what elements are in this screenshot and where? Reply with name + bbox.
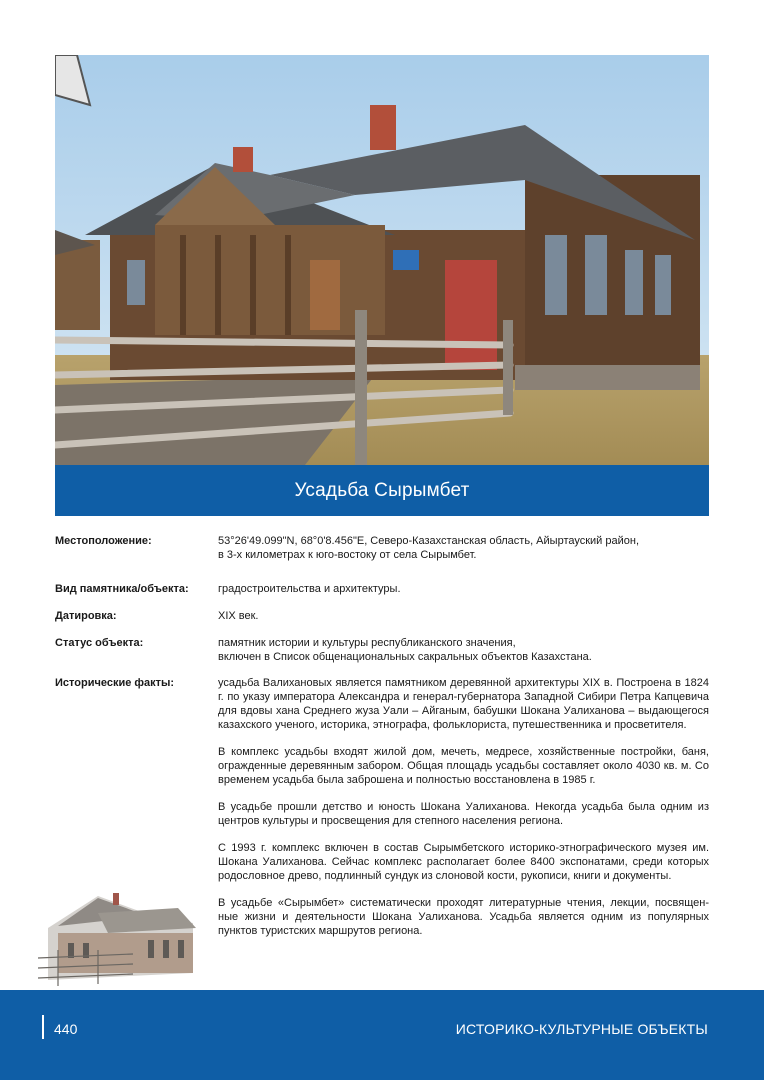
facts-text xyxy=(218,676,709,938)
info-row-date xyxy=(55,609,709,636)
info-value: градостроительства и архитектуры. xyxy=(218,583,401,595)
info-row-location xyxy=(55,534,709,582)
info-row-status xyxy=(55,636,709,676)
facts-paragraph: В комплекс усадьбы входят жилой дом, мечеть, медресе, хозяйственные постройки, баня, огражденные деревянным забором. Общая площадь усадьбы составляет около 4030 кв. м. Со временем усадьба была заброшена и полностью восстановлена в 1985 г. xyxy=(218,746,709,786)
info-label: Статус объекта: xyxy=(55,637,144,649)
info-label: Исторические факты: xyxy=(55,677,175,689)
info-value xyxy=(218,636,709,676)
info-row-type xyxy=(55,582,709,609)
info-value: XIX век. xyxy=(218,610,259,622)
footer-divider xyxy=(42,1015,44,1039)
facts-paragraph: С 1993 г. комплекс включен в состав Сырымбетского историко-этнографического музея им. Шокана Уалиханова. Сейчас комплекс располагает более 8400 экспонатами, среди которых родословное древо, подлинный сундук из слоновой кости, рукописи, книги и документы. xyxy=(218,842,709,882)
info-label: Датировка: xyxy=(55,610,117,622)
facts-paragraph: В усадьбе «Сырымбет» систематически проходят литературные чтения, лекции, посвящен-ные жизни и деятельности Шокана Уалиханова. Усадьба является одним из популярных пунктов туристских маршрутов региона. xyxy=(218,897,709,937)
info-label: Вид памятника/объекта: xyxy=(55,583,189,595)
info-value-line: 53°26'49.099"N, 68°0'8.456"E, Северо-Казахстанская область, Айыртауский район, xyxy=(218,535,640,547)
info-label: Местоположение: xyxy=(55,535,152,547)
page-number: 440 xyxy=(54,1021,78,1037)
info-value-line: включен в Список общенациональных сакральных объектов Казахстана. xyxy=(218,651,592,663)
monument-title: Усадьба Сырымбет xyxy=(294,479,470,501)
manor-sketch xyxy=(38,888,198,988)
section-title: ИСТОРИКО-КУЛЬТУРНЫЕ ОБЪЕКТЫ xyxy=(455,1021,708,1037)
page-footer xyxy=(0,990,764,1080)
info-value xyxy=(218,534,709,582)
title-banner xyxy=(55,465,709,516)
facts-paragraph: усадьба Валихановых является памятником деревянной архитектуры XIX в. Построена в 1824 г. по указу императора Александра и генерал-губернатора Западной Сибири Петра Капцевича для вдовы хана Среднего жуза Уали – Айганым, бабушки Шокана Уалиханова – выдающегося казахского ученого, историка, этнографа, фольклориста, путешественника и просветителя. xyxy=(218,677,709,731)
info-value-line: в 3-х километрах к юго-востоку от села Сырымбет. xyxy=(218,549,477,561)
manor-photo xyxy=(55,55,709,465)
facts-paragraph: В усадьбе прошли детство и юность Шокана Уалиханова. Некогда усадьба была одним из центров культуры и просвещения для степного населения региона. xyxy=(218,801,709,827)
info-table xyxy=(55,534,709,938)
info-value-line: памятник истории и культуры республиканского значения, xyxy=(218,637,516,649)
